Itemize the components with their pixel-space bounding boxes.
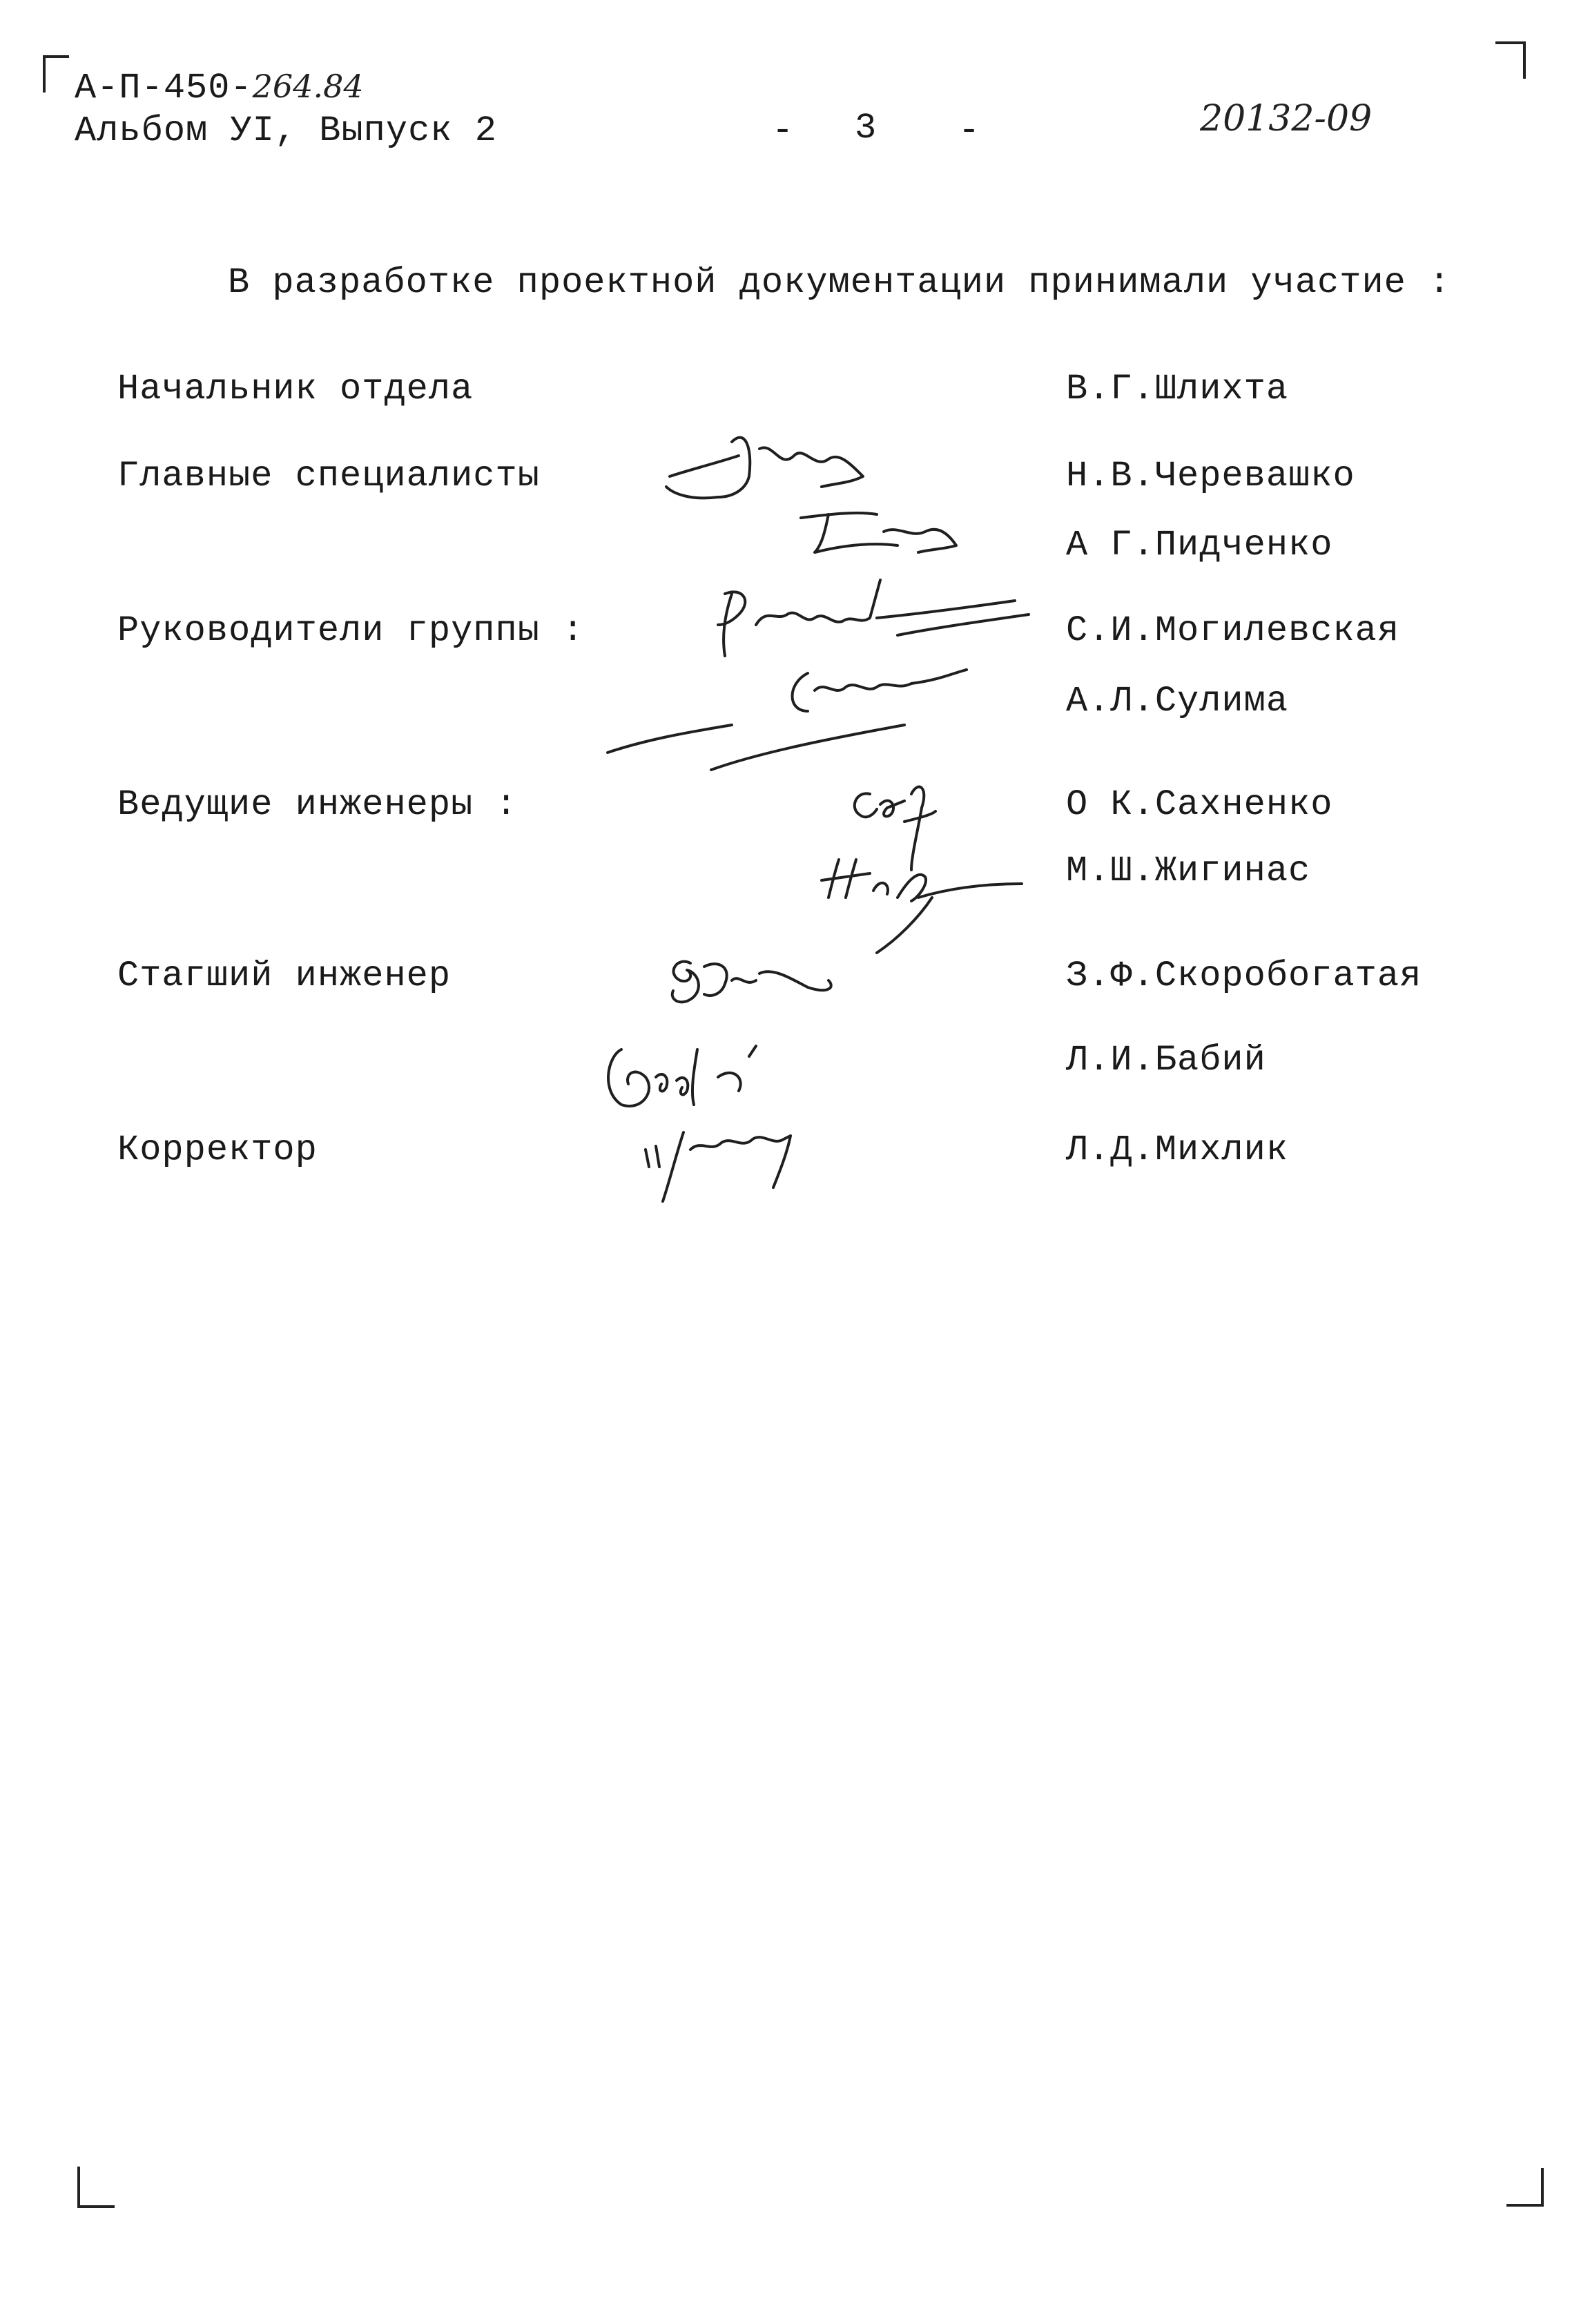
signature-babiy bbox=[608, 1046, 756, 1106]
role-title-chief-specialists: Главные специалисты bbox=[117, 456, 540, 496]
signature-cherevashko bbox=[666, 438, 863, 498]
page-number-dash-right: - bbox=[958, 110, 981, 151]
signature-zhiginas bbox=[822, 860, 1022, 953]
intro-heading: В разработке проектной документации принимали участие : bbox=[228, 262, 1451, 303]
page-number: 3 bbox=[855, 108, 878, 148]
signature-sakhnenko bbox=[855, 787, 935, 870]
signature-pidchenko bbox=[801, 513, 956, 552]
name-mogilevskaya: С.И.Могилевская bbox=[1066, 610, 1400, 651]
document-code-handwritten: 264.84 bbox=[252, 68, 364, 105]
document-code-printed: А-П-450- bbox=[75, 68, 253, 108]
role-title-proofreader: Корректор bbox=[117, 1130, 318, 1170]
page-number-dash-left: - bbox=[772, 110, 795, 151]
name-shlikhta: В.Г.Шлихта bbox=[1066, 369, 1289, 409]
name-babiy: Л.И.Бабий bbox=[1066, 1040, 1266, 1081]
name-cherevashko: Н.В.Черевашко bbox=[1066, 456, 1355, 496]
registration-number: 20132-09 bbox=[1200, 98, 1373, 139]
role-title-group-leaders: Руководители группы : bbox=[117, 610, 585, 651]
name-zhiginas: М.Ш.Жигинас bbox=[1066, 851, 1311, 891]
signature-mikhlik bbox=[646, 1132, 791, 1201]
name-sulima: А.Л.Сулима bbox=[1066, 681, 1289, 722]
signature-mogilevskaya bbox=[718, 580, 1029, 656]
signature-sulima bbox=[608, 670, 967, 770]
role-title-senior-engineer: Стагший инженер bbox=[117, 956, 452, 996]
name-mikhlik: Л.Д.Михлик bbox=[1066, 1130, 1289, 1170]
name-skorobogataya: З.Ф.Скоробогатая bbox=[1066, 956, 1422, 996]
role-title-department-head: Начальник отдела bbox=[117, 369, 474, 409]
signature-skorobogataya bbox=[672, 962, 831, 1003]
album-line: Альбом УI, Выпуск 2 bbox=[75, 110, 497, 151]
name-pidchenko: А Г.Пидченко bbox=[1066, 525, 1333, 565]
name-sakhnenko: О К.Сахненко bbox=[1066, 784, 1333, 825]
role-title-lead-engineers: Ведущие инженеры : bbox=[117, 784, 518, 825]
